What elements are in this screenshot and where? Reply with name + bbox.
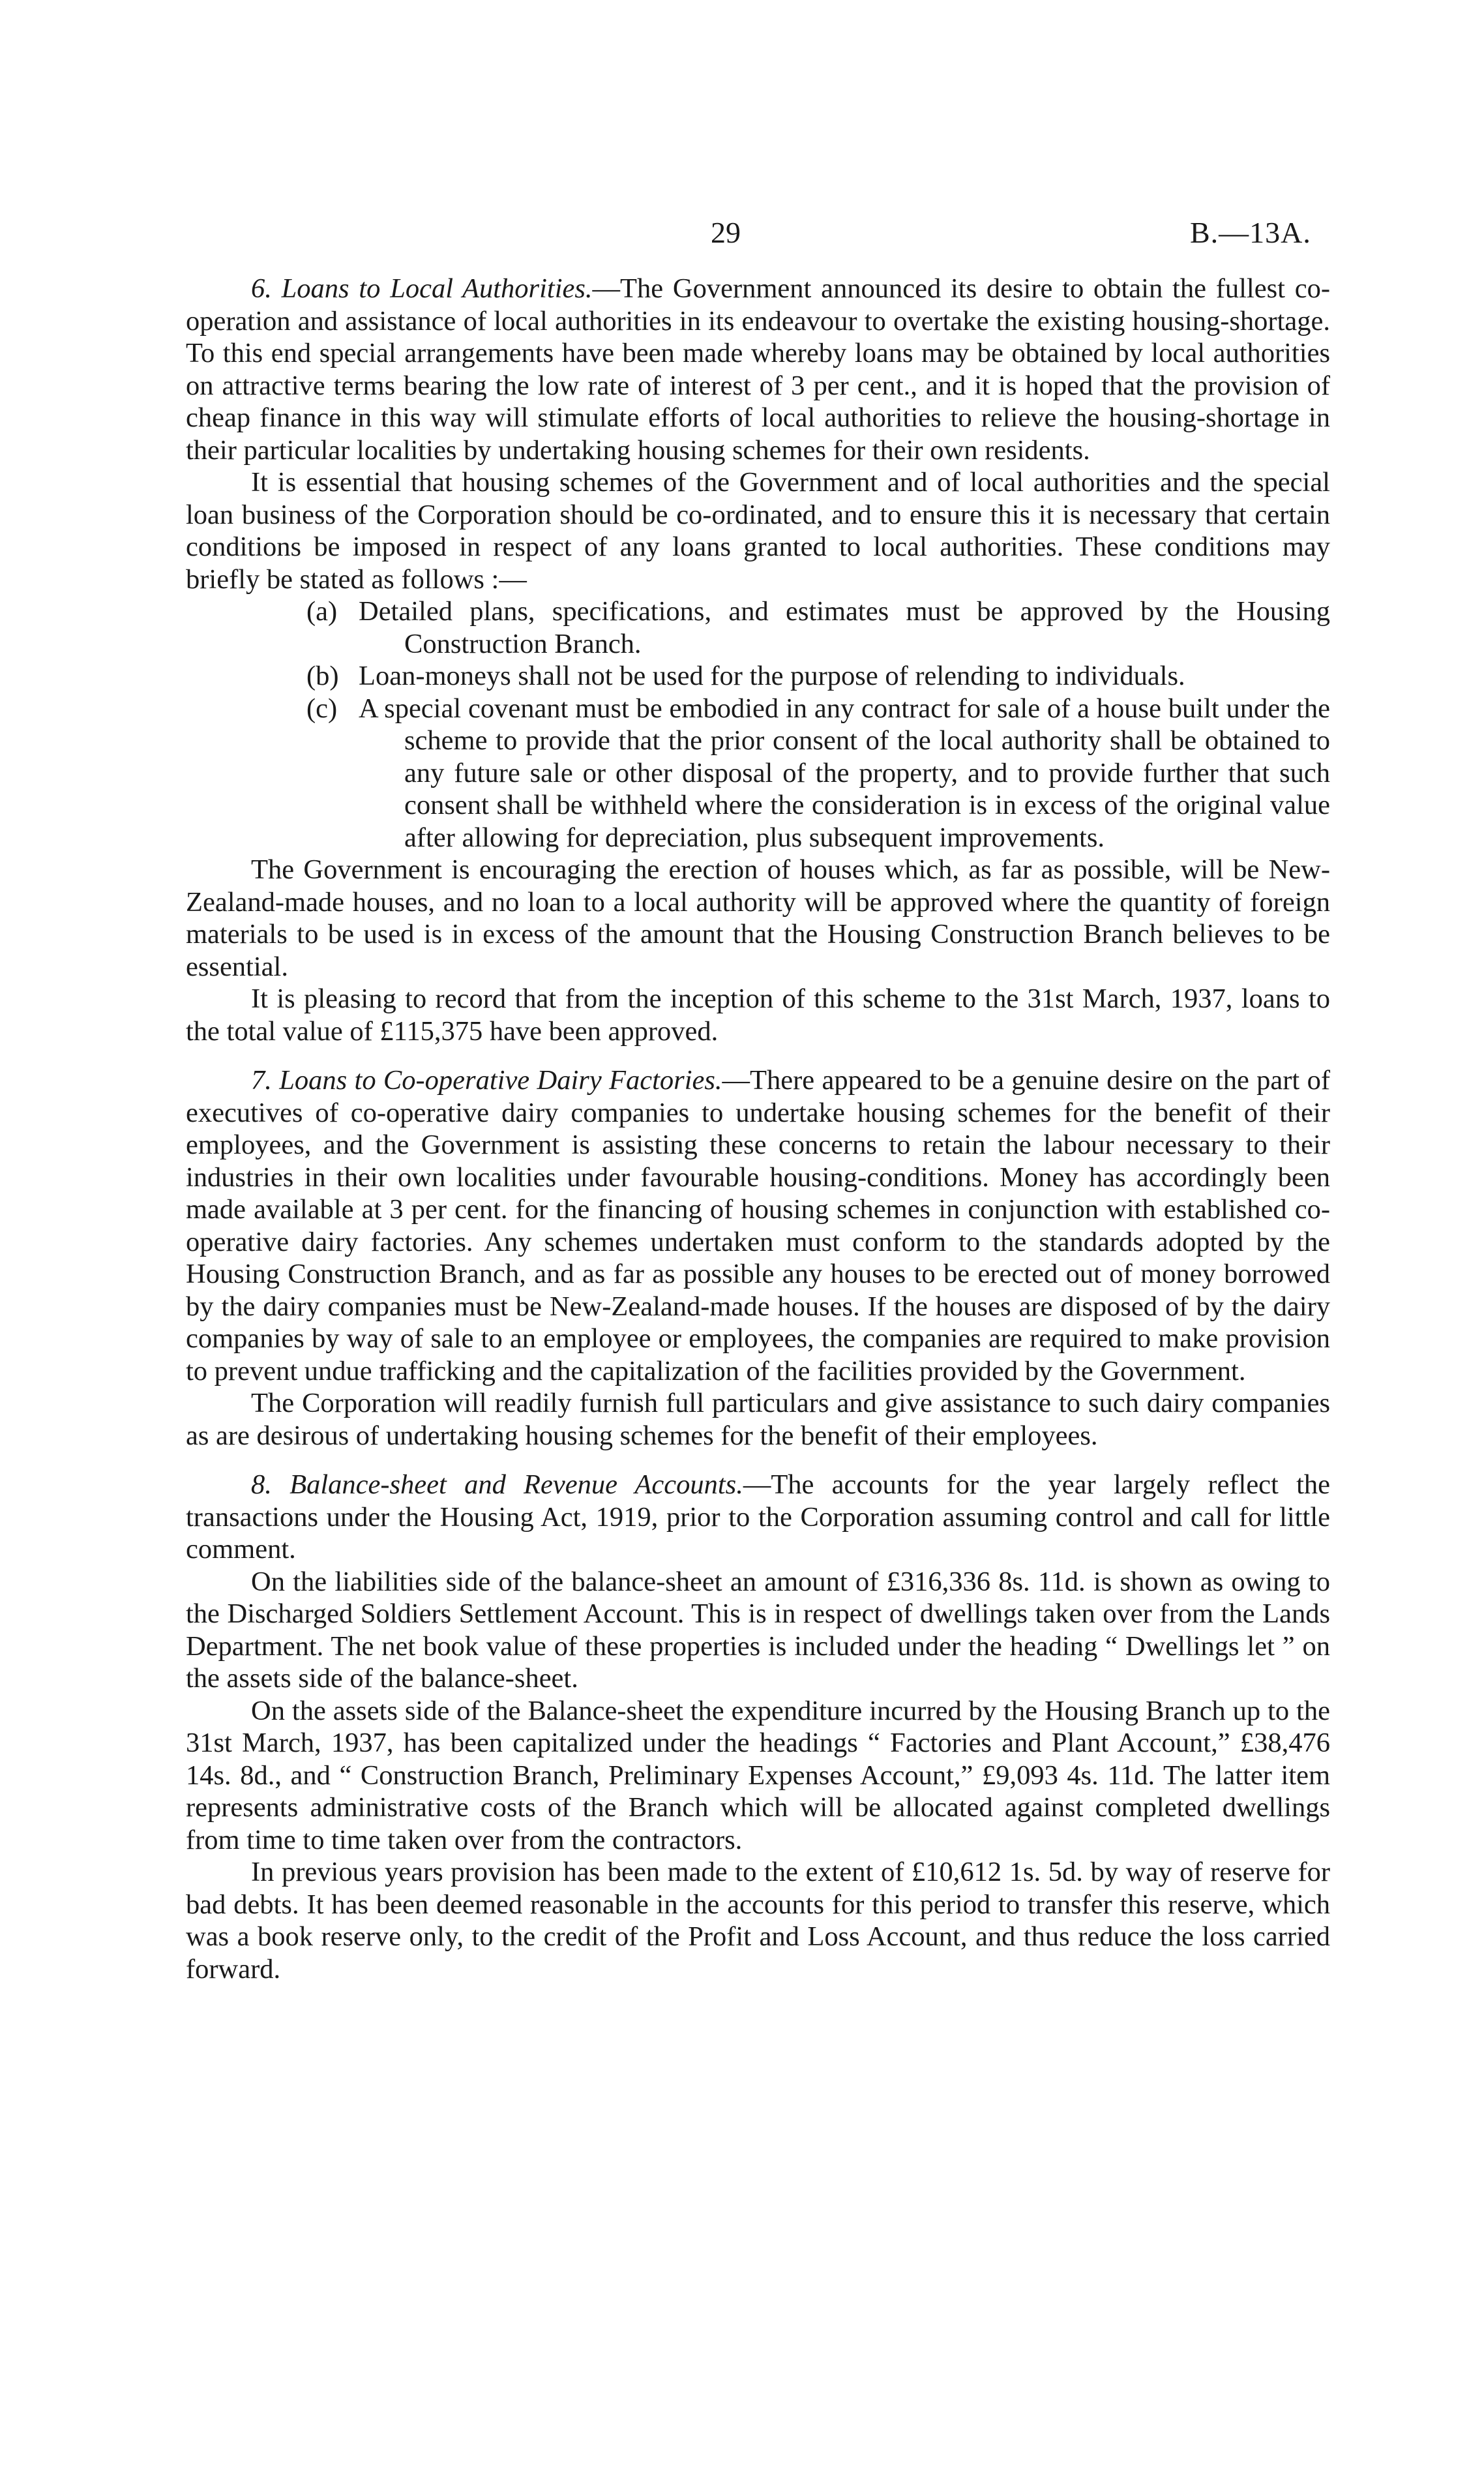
paragraph: The Corporation will readily furnish full particulars and give assistance to such dairy companies as are desirous of undertaking housing schemes for the benefit of their employees. xyxy=(186,1388,1330,1451)
paragraph: It is essential that housing schemes of the Government and of local authorities and the special loan business of the Corporation should be co-ordinated, and to ensure this it is necessary that certain conditions be imposed in respect of any loans granted to local authorities. These conditions may briefly be stated as follows :— xyxy=(186,467,1330,595)
section-heading: 6. Loans to Local Authorities. xyxy=(251,273,593,304)
list-item xyxy=(186,595,1330,660)
section-loans-local-authorities xyxy=(186,273,1330,1047)
section-heading: 8. Balance-sheet and Revenue Accounts. xyxy=(251,1469,743,1500)
page-number: 29 xyxy=(711,216,741,249)
paragraph: 6. Loans to Local Authorities.—The Government announced its desire to obtain the fullest co-operation and assistance of local authorities in its endeavour to overtake the existing housing-shortage. To this end special arrangements have been made whereby loans may be obtained by local authorities on attractive terms bearing the low rate of interest of 3 per cent., and it is hoped that the provision of cheap finance in this way will stimulate efforts of local authorities to relieve the housing-shortage in their particular localities by undertaking housing schemes for their own residents. xyxy=(186,273,1330,466)
section-loans-dairy-factories xyxy=(186,1064,1330,1452)
list-text: Loan-moneys shall not be used for the purpose of relending to individuals. xyxy=(359,661,1185,691)
list-label: (c) xyxy=(306,693,338,724)
paragraph: It is pleasing to record that from the inception of this scheme to the 31st March, 1937, loans to the total value of £115,375 have been approved. xyxy=(186,983,1330,1047)
list-item xyxy=(186,660,1330,693)
paragraph: 8. Balance-sheet and Revenue Accounts.—The accounts for the year largely reflect the transactions under the Housing Act, 1919, prior to the Corporation assuming control and call for little comment. xyxy=(186,1469,1331,1565)
list-text: Detailed plans, specifications, and estimates must be approved by the Housing Construction Branch. xyxy=(359,596,1330,659)
page-body xyxy=(186,273,1330,1985)
paragraph: On the assets side of the Balance-sheet the expenditure incurred by the Housing Branch up to the 31st March, 1937, has been capitalized under the headings “ Factories and Plant Account,” £38,476 14s. 8d., and “ Construction Branch, Preliminary Expenses Account,” £9,093 4s. 11d. The latter item represents administrative costs of the Branch which will be allocated against completed dwellings from time to time taken over from the contractors. xyxy=(186,1695,1330,1855)
paragraph: In previous years provision has been made to the extent of £10,612 1s. 5d. by way of reserve for bad debts. It has been deemed reasonable in the accounts for this period to transfer this reserve, which was a book reserve only, to the credit of the Profit and Loss Account, and thus reduce the loss carried forward. xyxy=(186,1857,1330,1984)
paragraph: 7. Loans to Co-operative Dairy Factories.—There appeared to be a genuine desire on the part of executives of co-operative dairy companies to undertake housing schemes for the benefit of their employees, and the Government is assisting these concerns to retain the labour necessary to their industries in their own localities under favourable housing-conditions. Money has accordingly been made available at 3 per cent. for the financing of housing schemes in conjunction with established co-operative dairy factories. Any schemes undertaken must conform to the standards adopted by the Housing Construction Branch, and as far as possible any houses to be erected out of money borrowed by the dairy companies must be New-Zealand-made houses. If the houses are disposed of by the dairy companies by way of sale to an employee or employees, the companies are required to make provision to prevent undue trafficking and the capitalization of the facilities provided by the Government. xyxy=(186,1065,1330,1386)
document-reference: B.—13A. xyxy=(1190,216,1311,249)
conditions-list xyxy=(186,595,1330,854)
list-label: (b) xyxy=(306,661,339,691)
paragraph: The Government is encouraging the erection of houses which, as far as possible, will be New-Zealand-made houses, and no loan to a local authority will be approved where the quantity of foreign materials to be used is in excess of the amount that the Housing Construction Branch believes to be essential. xyxy=(186,854,1330,982)
list-text: A special covenant must be embodied in any contract for sale of a house built under the scheme to provide that the prior consent of the local authority shall be obtained to any future sale or other disposal of the property, and to provide further that such consent shall be withheld where the consideration is in excess of the original value after allowing for depreciation, plus subsequent improvements. xyxy=(359,693,1330,853)
section-heading: 7. Loans to Co-operative Dairy Factories. xyxy=(251,1065,722,1096)
list-item xyxy=(186,693,1330,854)
paragraph: On the liabilities side of the balance-sheet an amount of £316,336 8s. 11d. is shown as owing to the Discharged Soldiers Settlement Account. This is in respect of dwellings taken over from the Lands Department. The net book value of these properties is included under the heading “ Dwellings let ” on the assets side of the balance-sheet. xyxy=(186,1566,1330,1694)
section-balance-sheet xyxy=(186,1469,1330,1985)
list-label: (a) xyxy=(306,596,338,627)
page-header xyxy=(0,215,1484,254)
